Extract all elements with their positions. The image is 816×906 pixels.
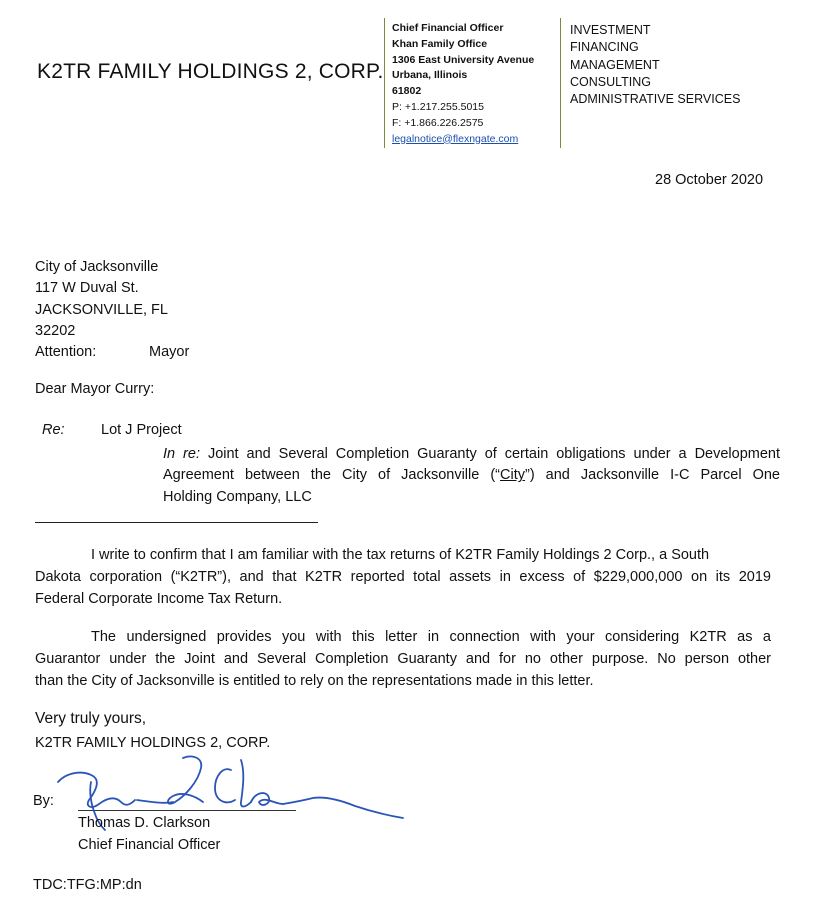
office-city-state: Urbana, Illinois bbox=[392, 69, 468, 82]
attention-line bbox=[35, 342, 190, 363]
letterhead-divider-left bbox=[384, 18, 385, 148]
office-email-link[interactable]: legalnotice@flexngate.com bbox=[392, 132, 519, 145]
re-label: Re: bbox=[42, 422, 65, 438]
re-line-3: Holding Company, LLC bbox=[163, 488, 312, 505]
paragraph-line: Dakota corporation (“K2TR”), and that K2TR reported total assets in excess of $229,000,000 on its 2019 bbox=[35, 568, 771, 585]
attention-label: Attention: bbox=[35, 344, 97, 361]
service-item: CONSULTING bbox=[570, 74, 652, 89]
recipient-name: City of Jacksonville bbox=[35, 259, 159, 275]
office-name: Khan Family Office bbox=[392, 37, 488, 50]
reference-initials: TDC:TFG:MP:dn bbox=[33, 877, 142, 893]
recipient-zip: 32202 bbox=[35, 322, 76, 339]
in-re-label: In re: bbox=[163, 446, 200, 462]
paragraph-line: than the City of Jacksonville is entitled to rely on the representations made in this letter. bbox=[35, 672, 594, 689]
office-title: Chief Financial Officer bbox=[392, 22, 504, 34]
defined-term-city: City bbox=[500, 467, 525, 484]
horizontal-rule bbox=[35, 522, 318, 523]
re-project: Lot J Project bbox=[101, 422, 182, 438]
paragraph-line: Federal Corporate Income Tax Return. bbox=[35, 590, 283, 607]
office-phone: P: +1.217.255.5015 bbox=[392, 100, 484, 113]
valediction: Very truly yours, bbox=[35, 710, 147, 727]
recipient-address bbox=[35, 257, 190, 363]
services-list bbox=[570, 22, 740, 108]
letterhead-divider-right bbox=[560, 18, 561, 148]
re-line-1: In re: Joint and Several Completion Guaranty of certain obligations under a Development bbox=[163, 446, 781, 462]
office-zip: 61802 bbox=[392, 85, 422, 98]
paragraph-line: Guarantor under the Joint and Several Completion Guaranty and for no other purpose. No person other bbox=[35, 650, 771, 667]
service-item: ADMINISTRATIVE SERVICES bbox=[570, 92, 741, 107]
body-paragraph-2 bbox=[35, 627, 771, 692]
office-block bbox=[392, 21, 534, 147]
by-label: By: bbox=[33, 793, 54, 809]
service-item: FINANCING bbox=[570, 40, 639, 55]
signer-title: Chief Financial Officer bbox=[78, 836, 221, 853]
re-line-2: Agreement between the City of Jacksonville (“City”) and Jacksonville I-C Parcel One bbox=[163, 467, 780, 484]
attention-value: Mayor bbox=[149, 344, 190, 361]
paragraph-line: I write to confirm that I am familiar with the tax returns of K2TR Family Holdings 2 Corp., a South bbox=[91, 547, 710, 563]
office-fax: F: +1.866.226.2575 bbox=[392, 116, 484, 129]
signer-name: Thomas D. Clarkson bbox=[78, 815, 211, 831]
letter-date: 28 October 2020 bbox=[655, 172, 764, 188]
recipient-city-state: JACKSONVILLE, FL bbox=[35, 301, 168, 318]
company-name: K2TR FAMILY HOLDINGS 2, CORP. bbox=[37, 60, 384, 83]
closing-company: K2TR FAMILY HOLDINGS 2, CORP. bbox=[35, 735, 271, 751]
office-street: 1306 East University Avenue bbox=[392, 53, 535, 66]
recipient-street: 117 W Duval St. bbox=[35, 280, 139, 297]
re-description bbox=[163, 444, 780, 508]
paragraph-line: The undersigned provides you with this letter in connection with your considering K2TR as a bbox=[91, 629, 771, 645]
service-item: MANAGEMENT bbox=[570, 57, 660, 72]
service-item: INVESTMENT bbox=[570, 23, 651, 37]
body-paragraph-1 bbox=[35, 545, 771, 610]
signer-block bbox=[78, 813, 220, 856]
salutation: Dear Mayor Curry: bbox=[35, 381, 155, 397]
